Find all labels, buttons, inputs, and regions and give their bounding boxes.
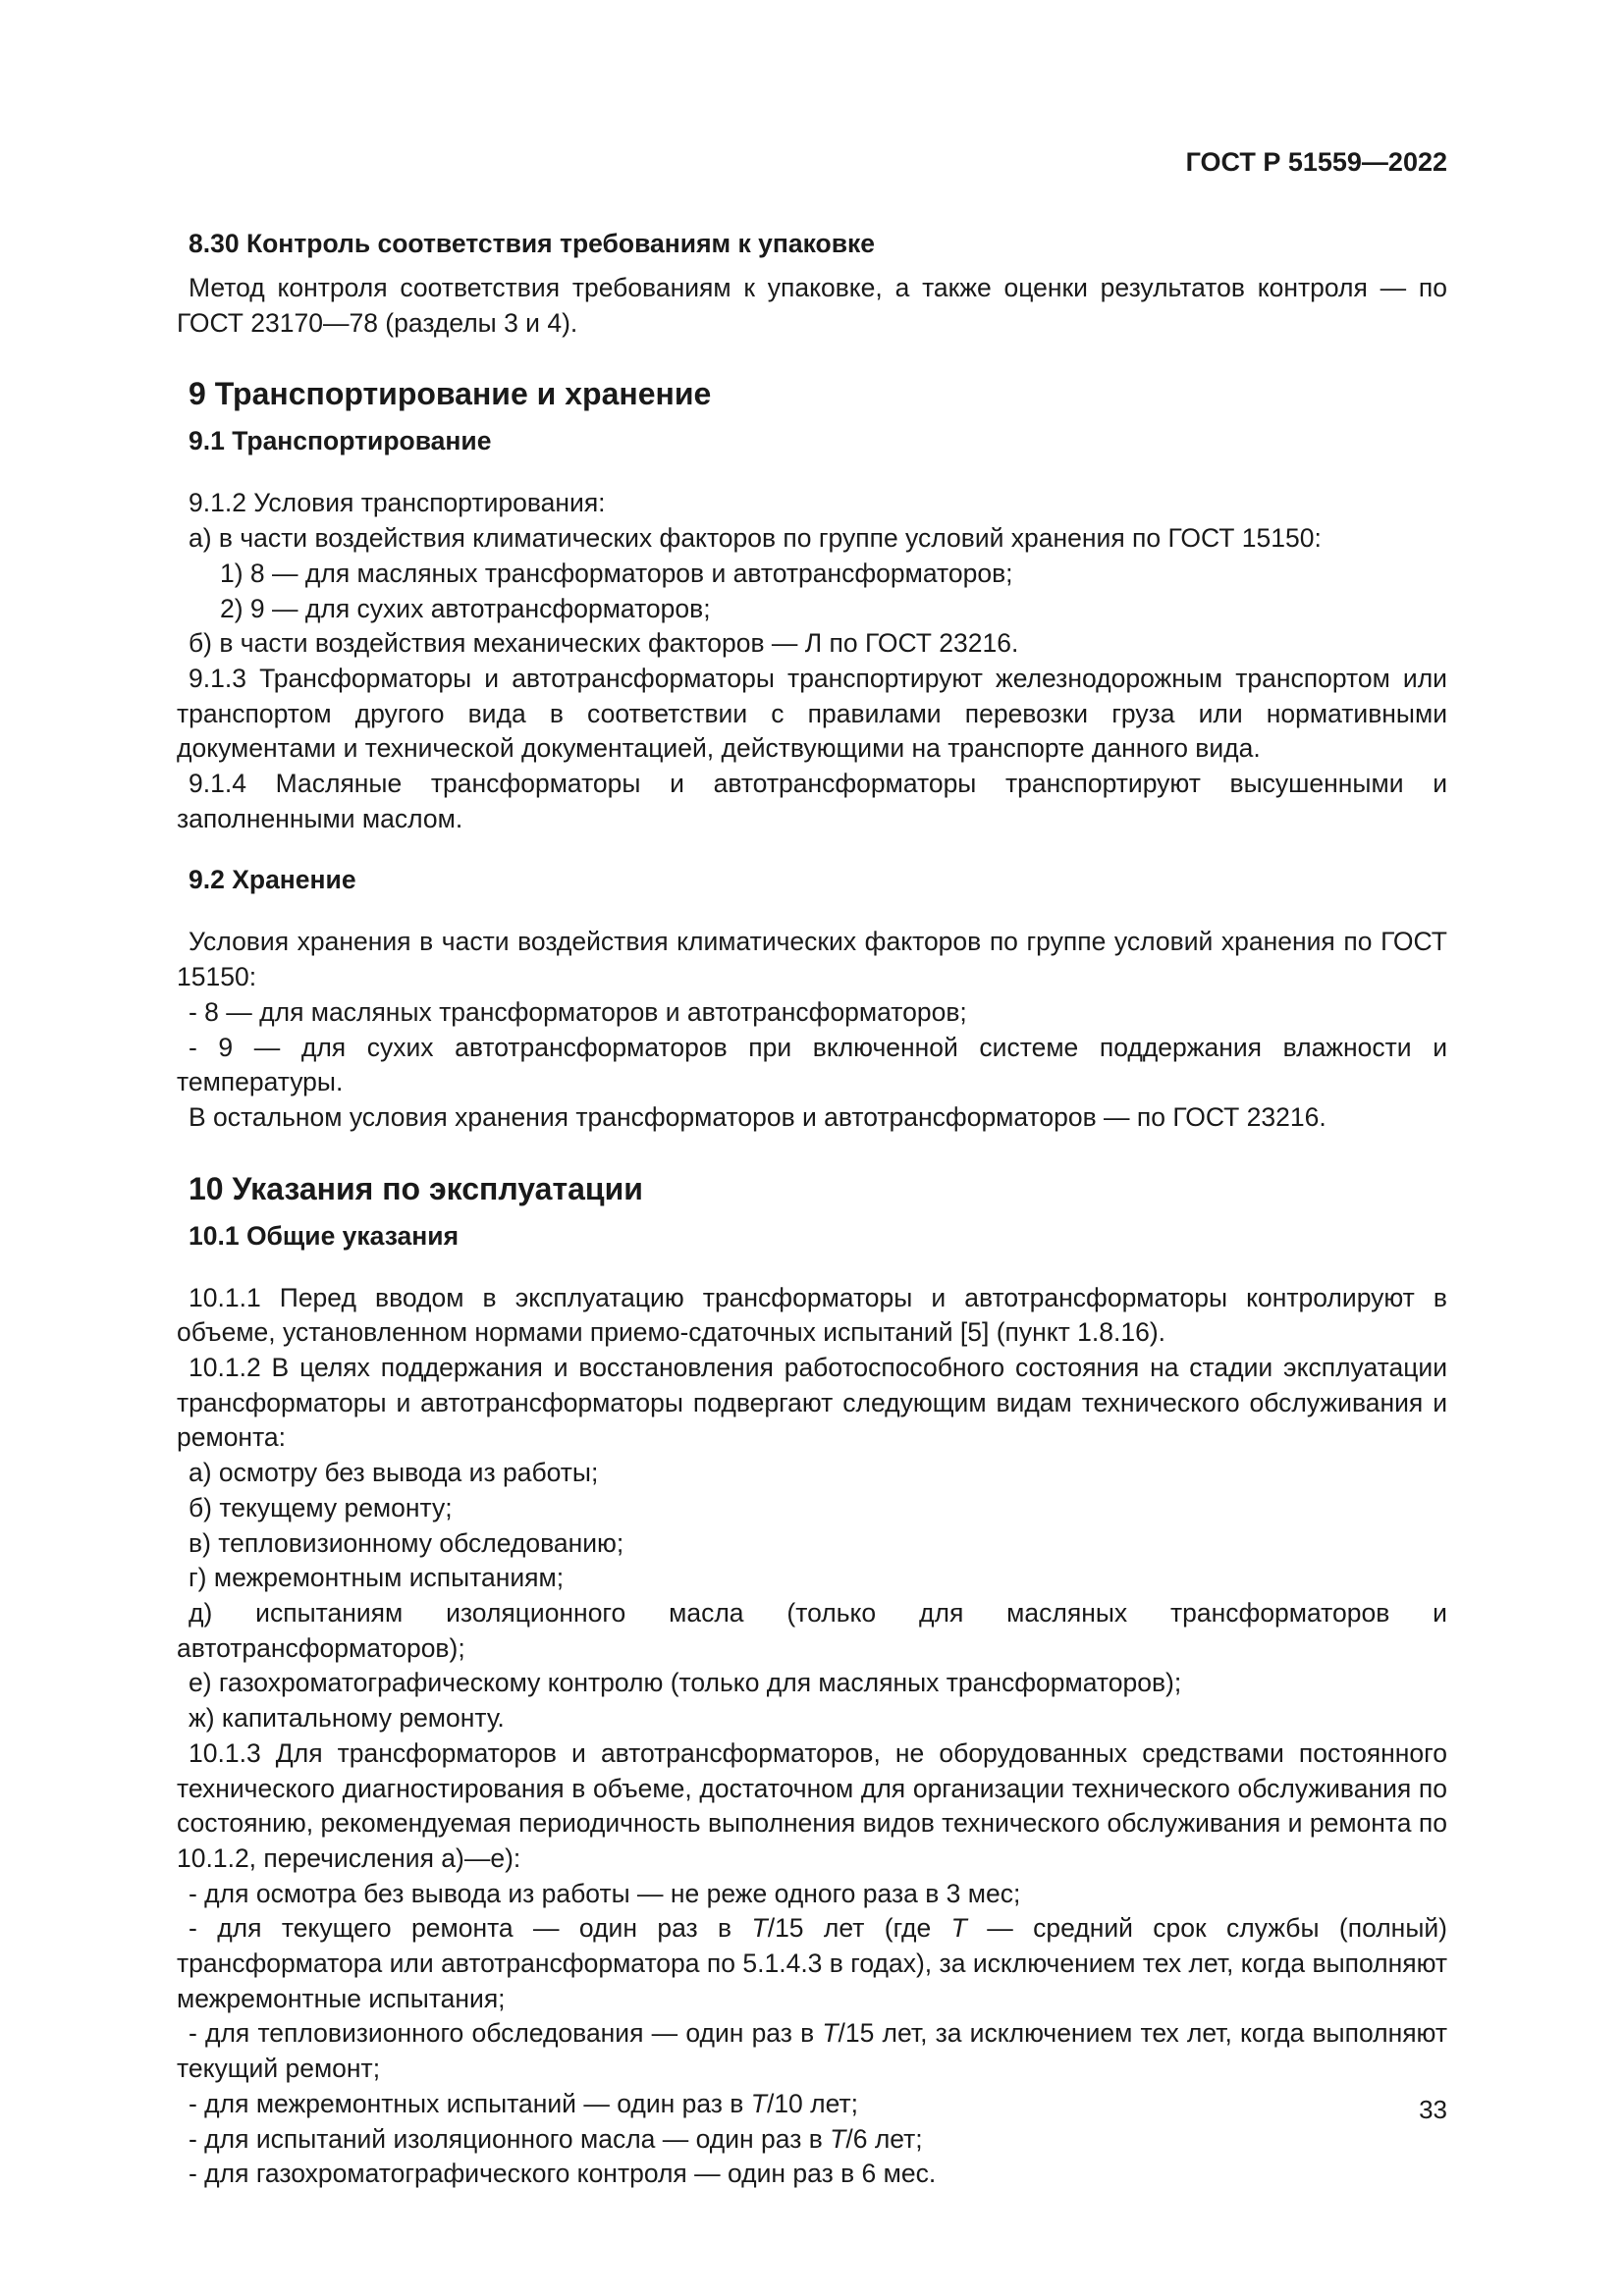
section-8-30-heading: 8.30 Контроль соответствия требованиям к упаковке [189,229,876,258]
paragraph: 10.1.3 Для трансформаторов и автотрансформаторов, не оборудованных средствами постоянного технического диагностирования в объеме, достаточном для организации технического обслуживания по состоянию, рекомендуемая периодичность выполнения видов технического обслуживания и ремонта по 10.1.2, перечисления а)—е): [177,1737,1447,1873]
section-9-heading: 9 Транспортирование и хранение [189,376,712,412]
list-item: - 9 — для сухих автотрансформаторов при включенной системе поддержания влажности и температуры. [177,1032,1447,1097]
list-item: - для испытаний изоляционного масла — один раз в T/6 лет; [189,2123,923,2154]
list-item: - 8 — для масляных трансформаторов и автотрансформаторов; [189,996,967,1027]
paragraph: 9.1.2 Условия транспортирования: [189,488,606,518]
list-item: 2) 9 — для сухих автотрансформаторов; [220,593,711,623]
list-item: ж) капитальному ремонту. [189,1703,505,1734]
list-item: - для межремонтных испытаний — один раз в T/10 лет; [189,2088,858,2118]
section-9-1-heading: 9.1 Транспортирование [189,426,492,456]
list-item: а) в части воздействия климатических факторов по группе условий хранения по ГОСТ 15150: [189,523,1322,554]
list-item: д) испытаниям изоляционного масла (только для масляных трансформаторов и автотрансформаторов); [177,1597,1447,1663]
document-code-header: ГОСТ Р 51559—2022 [1185,147,1447,177]
paragraph: 10.1.2 В целях поддержания и восстановления работоспособного состояния на стадии эксплуатации трансформаторы и автотрансформаторы подвергают следующим видам технического обслуживания и ремонта: [177,1353,1447,1453]
list-item: б) в части воздействия механических факторов — Л по ГОСТ 23216. [189,628,1019,659]
list-item: в) тепловизионному обследованию; [189,1527,624,1558]
list-item: - для текущего ремонта — один раз в T/15 лет (где T — средний срок службы (полный) трансформатора или автотрансформатора по 5.1.4.3 в годах), за исключением тех лет, когда выполняют межремонтные испытания; [177,1913,1447,2013]
paragraph: Метод контроля соответствия требованиям к упаковке, а также оценки результатов контроля — по ГОСТ 23170—78 (разделы 3 и 4). [177,273,1447,338]
list-item: - для газохроматографического контроля — один раз в 6 мес. [189,2159,937,2189]
list-item: б) текущему ремонту; [189,1492,453,1522]
paragraph: 9.1.4 Масляные трансформаторы и автотрансформаторы транспортируют высушенными и заполненными маслом. [177,769,1447,833]
list-item: - для тепловизионного обследования — один раз в T/15 лет, за исключением тех лет, когда выполняют текущий ремонт; [177,2018,1447,2084]
section-10-heading: 10 Указания по эксплуатации [189,1170,643,1206]
page-content [177,226,1447,2192]
paragraph: 10.1.1 Перед вводом в эксплуатацию трансформаторы и автотрансформаторы контролируют в объеме, установленном нормами приемо-сдаточных испытаний [5] (пункт 1.8.16). [177,1282,1447,1348]
paragraph: Условия хранения в части воздействия климатических факторов по группе условий хранения по ГОСТ 15150: [177,927,1447,992]
list-item: г) межремонтным испытаниям; [189,1563,565,1593]
list-item: 1) 8 — для масляных трансформаторов и автотрансформаторов; [220,558,1013,588]
paragraph: 9.1.3 Трансформаторы и автотрансформаторы транспортируют железнодорожным транспортом или транспортом другого вида в соответствии с правилами перевозки груза или нормативными документами и технической документацией, действующими на транспорте данного вида. [177,663,1447,764]
list-item: а) осмотру без вывода из работы; [189,1458,599,1488]
paragraph: В остальном условия хранения трансформаторов и автотрансформаторов — по ГОСТ 23216. [189,1101,1326,1132]
section-10-1-heading: 10.1 Общие указания [189,1220,460,1251]
section-9-2-heading: 9.2 Хранение [189,865,356,895]
page-number: 33 [1419,2095,1447,2124]
list-item: е) газохроматографическому контролю (только для масляных трансформаторов); [189,1668,1182,1698]
list-item: - для осмотра без вывода из работы — не реже одного раза в 3 мес; [189,1878,1021,1908]
